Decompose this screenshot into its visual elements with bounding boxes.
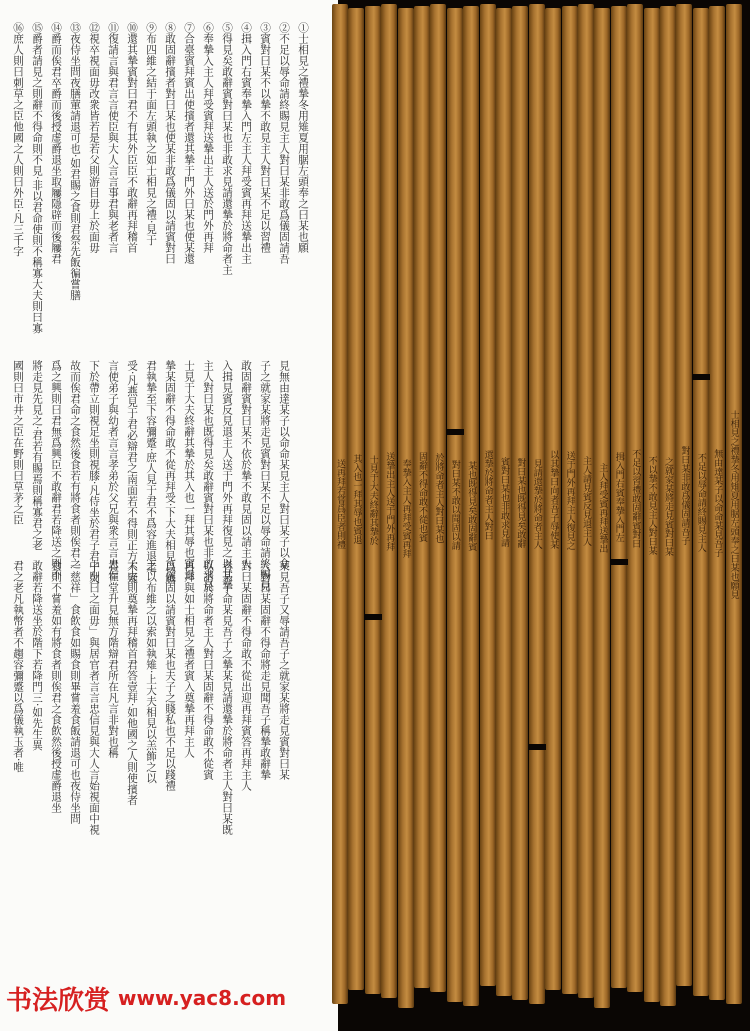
- transcription-column: 對曰某固辭不得命敢不從出迎再拜賓答再拜主人: [240, 560, 252, 791]
- bamboo-slip: 以其摯曰向者吾子辱使某: [545, 8, 561, 990]
- transcription-column: 入揖見賓反見退主人送于門外再拜復見之以其摯: [221, 360, 233, 591]
- bamboo-slip: 士見于大夫終辭其摯於: [365, 6, 381, 994]
- transcription-column: ⑩還其摯賓對曰君不有其外臣臣不敢辭再拜稽首: [126, 22, 138, 253]
- watermark-cn: 书法欣赏: [6, 985, 111, 1016]
- transcription-column: 摯某固辭不得命敢不從再拜受·下大夫相見以鴈: [164, 360, 176, 584]
- bamboo-slip: 送于門外再拜主人復見之: [562, 6, 578, 994]
- bamboo-slip: 賓對曰某也非敢求見請: [496, 8, 512, 996]
- transcription-column: ②不足以辱命請終賜見主人對曰某非敢爲儀固請吾: [278, 22, 290, 264]
- bamboo-slip: 送摯出主人送于門外再拜: [381, 4, 397, 998]
- transcription-column: 士見于大夫終辭其摯於其入也一拜其辱也賓退: [183, 360, 195, 580]
- transcription-column: 人對曰某固辭不得命將走見聞吾子稱摯敢辭摯: [259, 560, 271, 780]
- transcription-column: 下於帶立則視足坐則視膝·凡侍坐於君子君子欠: [88, 360, 100, 584]
- bamboo-slip: 某也既得見矣敢固辭賓: [463, 6, 479, 1006]
- transcription-column: 君之老凡執幣者不趨容彌蹙以爲儀執玉者·唯: [12, 560, 24, 773]
- transcription-column: ⑨布四維之結于面左頭執之如士相見之禮·見于: [145, 22, 157, 246]
- transcription-column: 主人對曰某也既得見矣敢辭賓對曰某也非敢求見: [202, 360, 214, 591]
- transcription-column: 將走見先見之·君若有賜焉則稱寡君之老: [31, 360, 43, 551]
- transcription-column: 言使弟子與幼者言言孝弟於父兄與衆言言忠信: [107, 360, 119, 580]
- bamboo-slip: 見請還摯於將命者主人: [529, 4, 545, 1004]
- bamboo-slip: 送再拜若嘗爲臣者則禮: [332, 4, 348, 1004]
- bamboo-slip: 其入也一拜其辱也賓退: [348, 8, 364, 990]
- bamboo-slip: 揖入門右賓奉摯入門左: [611, 6, 627, 988]
- transcription-column: 敢固辭賓對曰某不依於摯不敢見固以請主人: [240, 360, 252, 569]
- transcription-group-upper: [8, 22, 310, 352]
- transcription-column: 者某子命某見吾子之摯某見請還摯於將命者主人對曰某既: [221, 560, 233, 835]
- transcription-column: 大夫則奠摯再拜稽首君答壹拜·如他國之人則使擯者: [126, 560, 138, 806]
- transcription-column: 見無由達某子以命命某見主人對曰某子以命: [278, 360, 290, 569]
- bamboo-slip: 士相見之禮摯冬用雉夏用腒左頭奉之曰某也願見: [726, 4, 742, 1004]
- transcription-group-lower: [8, 560, 291, 835]
- bamboo-slip: 對曰某也既得見矣敢辭: [512, 6, 528, 1000]
- transcription-column: ⑧敢固辭擯者對曰某也使某非敢爲儀固以請賓對曰: [164, 22, 176, 264]
- bamboo-slips-photo: [335, 0, 750, 1031]
- transcription-column: 子之就家某將走見賓對曰某不足以辱命請終賜見: [259, 360, 271, 591]
- bamboo-slip: 於將命者主人對曰某也: [430, 4, 446, 992]
- bamboo-slip: 對曰某不敢以聞固以請: [447, 8, 463, 1002]
- transcription-column: 爲之興則曰君無爲興臣不敢辭君若降送之則不: [50, 360, 62, 580]
- transcription-column: ⑬夜侍坐問夜膳葷請退可也·如君賜之食則君祭先飯徧嘗膳: [69, 22, 81, 301]
- slip-break: [446, 429, 464, 435]
- transcription-column: 君在堂升見無方階辯君所在凡言非對也稱: [107, 560, 119, 758]
- bamboo-slip: 不足以習禮敢固辭賓對曰: [627, 4, 643, 992]
- transcription-column: 某見吾子又辱請吾子之就家某將走見賓對曰某: [278, 560, 290, 780]
- transcription-column: 敢辭若降送坐於階下若降門三·如先生異: [31, 560, 43, 751]
- transcription-column: 受·凡燕見于君必辯君之南面若不得則正方不疑: [126, 360, 138, 584]
- slip-break: [528, 744, 546, 750]
- bamboo-slip: 奉摯入主人再拜受賓再拜: [398, 8, 414, 1008]
- transcription-column: ⑯庶人則曰刺草之臣他國之人則曰外臣·凡三千字: [12, 22, 24, 257]
- slip-break: [610, 559, 628, 565]
- transcription-column: ④揖入門右賓奉摯入門左主人拜受賓再拜送摯出主: [240, 22, 252, 264]
- transcription-column: ③賓對曰某不以摯不敢見主人對曰某不足以習禮: [259, 22, 271, 253]
- transcription-column: ①士相見之禮摯冬用雉夏用腒左頭奉之曰某也願: [297, 22, 309, 253]
- slip-break: [364, 614, 382, 620]
- bamboo-slip: 對曰某非敢爲儀固請吾子: [676, 4, 692, 986]
- transcription-column: ⑮爵者請見之則辭不得命則不見·非以君命使則不稱寡大夫則曰寡: [31, 22, 43, 334]
- slip-break: [692, 374, 710, 380]
- transcription-column: ⑤得見矣敢辭賓對曰某也非敢求見請還摯於將命者主: [221, 22, 233, 275]
- transcription-column: 一慈祥」食飲食如賜食則畢嘗羞食飯請退可也夜侍坐問: [69, 560, 81, 824]
- transcription-page: [0, 0, 338, 1031]
- site-watermark: [6, 978, 302, 1018]
- transcription-group-middle: [8, 360, 291, 591]
- transcription-column: 食則不嘗羞如有將食者則俟君之食飲然後授虚爵退坐: [50, 560, 62, 813]
- transcription-column: ⑥奉摯入主人拜受賓拜送摯出主人送於門外再拜: [202, 22, 214, 253]
- bamboo-slip: 之就家某將走見賓對曰某: [660, 6, 676, 1006]
- transcription-column: ⑫視卒視面毋改衆皆若是若父則游目毋上於面毋: [88, 22, 100, 253]
- bamboo-slip: 還摯於將命者主人對曰: [480, 4, 496, 986]
- bamboo-slip: 主人請見賓反見退主人: [578, 4, 594, 998]
- transcription-column: ⑦合臺賓拜賓出使擯者還其摯于門外曰某也使某還: [183, 22, 195, 264]
- transcription-column: ⑪復請言與君言言使臣與大人言言事君與老者言: [107, 22, 119, 253]
- transcription-column: 以請於將命者主人對曰某固辭不得命敢不從賓: [202, 560, 214, 780]
- bamboo-slip: 不以摯不敢見主人對曰某: [644, 8, 660, 1002]
- bamboo-slip: 不足以辱命請終賜見主人: [693, 8, 709, 996]
- bamboo-slip: 無由達某子以命命某見吾子: [709, 6, 725, 1000]
- transcription-column: 之以布維之以索如執雉·上大夫相見以羔飾之以: [145, 560, 157, 784]
- transcription-column: 君執摯至下容彌蹙·庶人見于君不爲容進退走: [145, 360, 157, 573]
- transcription-column: 爲儀固以請賓對曰某也夫子之賤私也不足以踐禮: [164, 560, 176, 791]
- transcription-column: 中則曰之面毋」與居官者言言忠信見與大人言始視面中視: [88, 560, 100, 835]
- watermark-url: www.yac8.com: [118, 986, 287, 1010]
- bamboo-slip: 主人拜受賓再拜送摯出: [594, 8, 610, 1008]
- transcription-column: 國則曰市井之臣在野則曰草茅之臣: [12, 360, 24, 525]
- transcription-column: 故而俟君命之食然後食若有將食者則俟君之: [69, 360, 81, 569]
- transcription-column: 再拜與如士相見之禮者賓入奠摯再拜主人: [183, 560, 195, 758]
- transcription-column: ⑭爵而俟君卒爵而後授虚爵退坐取屨隱辟而後屨君: [50, 22, 62, 264]
- bamboo-slip: 固辭不得命敢不從也賓: [414, 6, 430, 988]
